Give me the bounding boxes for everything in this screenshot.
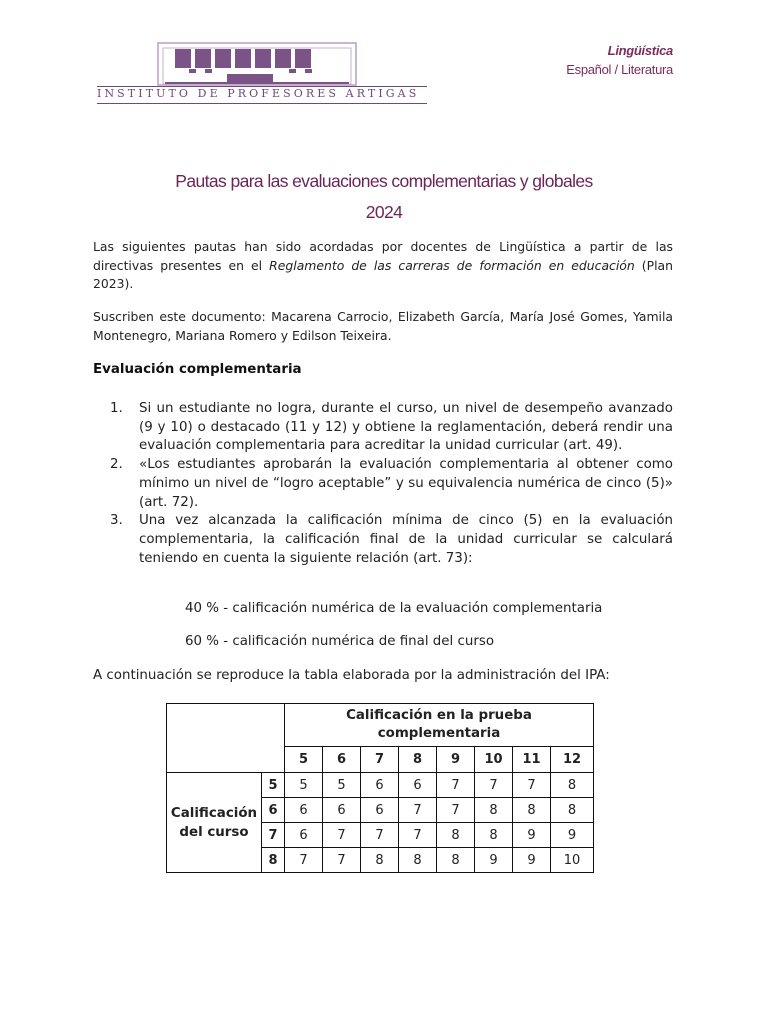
table-cell: 7	[399, 798, 437, 823]
column-header: 8	[399, 747, 437, 773]
row-header: 7	[262, 823, 285, 848]
table-cell: 6	[399, 773, 437, 798]
table-cell: 9	[513, 848, 551, 873]
relation-line-1: 40 % - calificación numérica de la evaluación complementaria	[185, 601, 603, 616]
table-row	[167, 773, 594, 798]
table-cell: 8	[475, 798, 513, 823]
table-cell: 6	[361, 798, 399, 823]
table-cell: 7	[475, 773, 513, 798]
column-header: 9	[437, 747, 475, 773]
list-item-number: 3.	[110, 513, 123, 529]
table-cell: 8	[437, 848, 475, 873]
list-item	[110, 512, 673, 568]
building-logo-icon	[157, 42, 357, 86]
table-cell: 7	[437, 773, 475, 798]
subject-block	[566, 43, 673, 77]
row-header: 6	[262, 798, 285, 823]
list-item	[110, 456, 673, 512]
institute-name: INSTITUTO DE PROFESORES ARTIGAS	[97, 87, 420, 100]
page-header	[0, 0, 768, 110]
table-cell: 9	[475, 848, 513, 873]
row-header: 8	[262, 848, 285, 873]
table-cell: 6	[361, 773, 399, 798]
table-cell: 7	[361, 823, 399, 848]
logo-rule-bottom	[97, 103, 427, 104]
section-heading: Evaluación complementaria	[93, 362, 302, 377]
row-header: 5	[262, 773, 285, 798]
table-cell: 8	[513, 798, 551, 823]
table-cell: 10	[551, 848, 594, 873]
subject-title: Lingüística	[607, 43, 673, 58]
list-item-number: 1.	[110, 401, 123, 416]
subject-subtitle: Español / Literatura	[566, 62, 673, 77]
table-cell: 8	[361, 848, 399, 873]
regulation-title: Reglamento de las carreras de formación en educación	[269, 257, 635, 273]
list-item-text: Una vez alcanzada la calificación mínima de cinco (5) en la evaluación complementaria, la calificación final de la unidad curricular se calculará teniendo en cuenta la siguiente relación (art. 73):	[139, 513, 673, 566]
grades-table	[166, 703, 594, 873]
table-cell: 8	[551, 773, 594, 798]
institute-logo	[97, 42, 427, 104]
table-cell: 5	[323, 773, 361, 798]
table-cell: 6	[285, 798, 323, 823]
table-cell: 5	[285, 773, 323, 798]
table-cell: 9	[513, 823, 551, 848]
list-item-text: Si un estudiante no logra, durante el curso, un nivel de desempeño avanzado (9 y 10) o destacado (11 y 12) y obtiene la reglamentación, deberá rendir una evaluación complementaria para acreditar la unidad curricular (art. 49).	[139, 401, 673, 454]
list-item-text: «Los estudiantes aprobarán la evaluación complementaria al obtener como mínimo un nivel de “logro aceptable” y su equivalencia numérica de cinco (5)» (art. 72).	[139, 457, 673, 510]
table-cell: 6	[285, 823, 323, 848]
intro-paragraph	[93, 238, 673, 294]
table-cell: 9	[551, 823, 594, 848]
column-header: 11	[513, 747, 551, 773]
table-intro: A continuación se reproduce la tabla elaborada por la administración del IPA:	[93, 668, 610, 683]
table-cell: 7	[285, 848, 323, 873]
table-cell: 8	[551, 798, 594, 823]
table-cell: 6	[323, 798, 361, 823]
table-cell: 7	[399, 823, 437, 848]
table-cell: 7	[437, 798, 475, 823]
relation-line-2: 60 % - calificación numérica de final del curso	[185, 634, 495, 649]
list-item-number: 2.	[110, 457, 123, 473]
document-title	[0, 168, 768, 226]
column-header: 10	[475, 747, 513, 773]
intro-text-end: (Plan 2023).	[93, 257, 673, 291]
table-corner	[167, 704, 285, 773]
table-side-header: Calificación del curso	[167, 773, 262, 873]
intro-text-start: Las siguientes pautas han sido acordadas por docentes de Lingüística a partir de las directivas presentes en el	[93, 239, 673, 273]
table-top-header: Calificación en la prueba complementaria	[285, 704, 594, 747]
title-line-1: Pautas para las evaluaciones complementarias y globales	[175, 171, 593, 191]
table-cell: 7	[513, 773, 551, 798]
column-header: 6	[323, 747, 361, 773]
table-cell: 7	[323, 823, 361, 848]
signers-paragraph: Suscriben este documento: Macarena Carrocio, Elizabeth García, María José Gomes, Yamila Montenegro, Mariana Romero y Edilson Teixeira.	[93, 309, 673, 343]
list-item	[110, 400, 673, 456]
table-cell: 8	[475, 823, 513, 848]
title-year: 2024	[365, 202, 403, 222]
table-cell: 8	[399, 848, 437, 873]
column-header: 12	[551, 747, 594, 773]
table-cell: 8	[437, 823, 475, 848]
numbered-list	[110, 400, 673, 568]
column-header: 7	[361, 747, 399, 773]
table-cell: 7	[323, 848, 361, 873]
column-header: 5	[285, 747, 323, 773]
